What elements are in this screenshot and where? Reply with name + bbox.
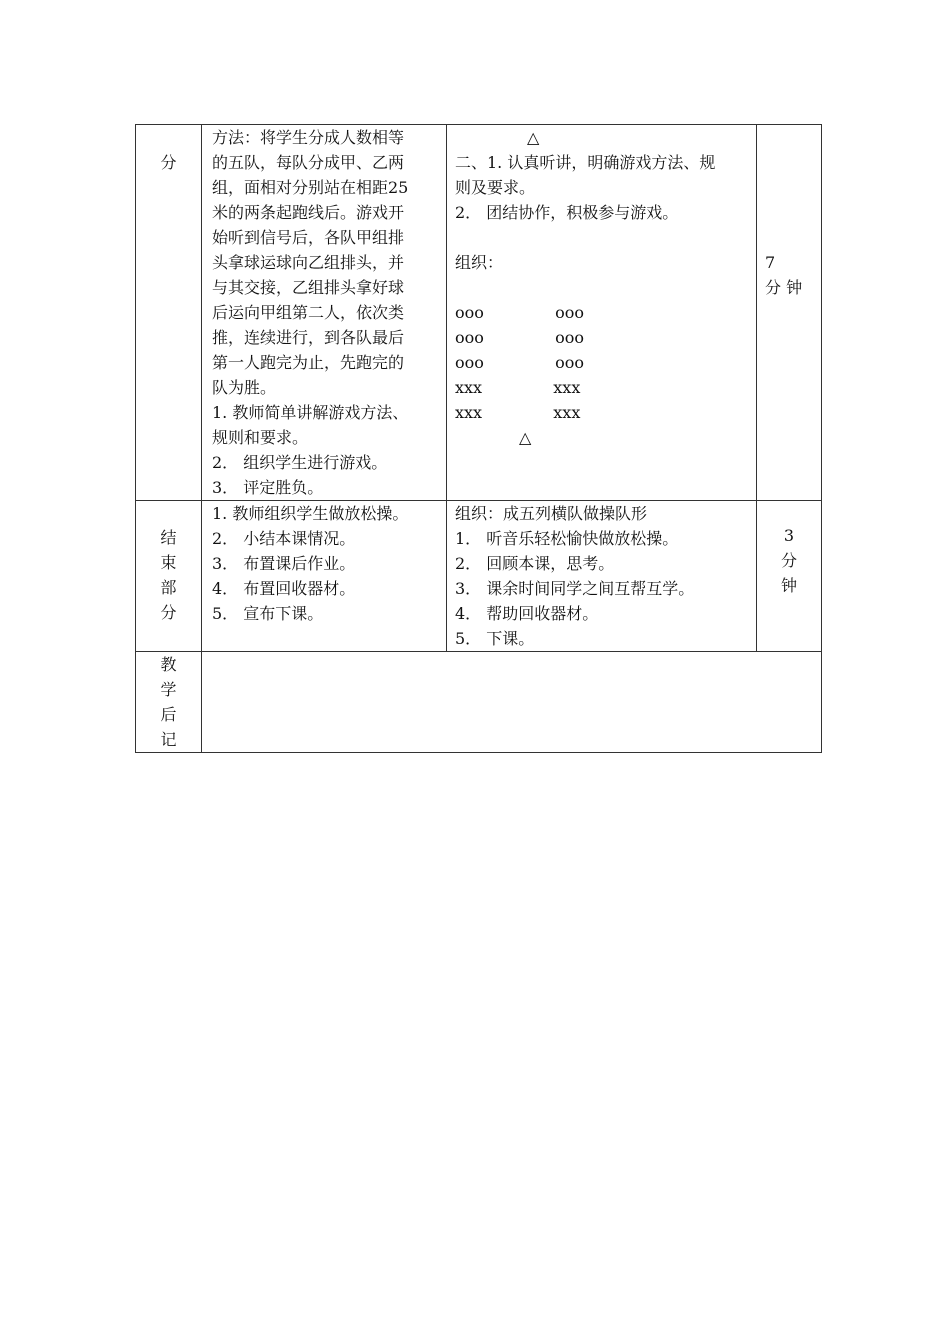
student-activity-cell xyxy=(447,125,757,501)
content-line xyxy=(455,275,750,300)
section-label-cell xyxy=(136,652,202,753)
formation-line: xxx xxx xyxy=(455,403,581,422)
section-label: 部 xyxy=(160,578,177,597)
time-line: 分 xyxy=(780,551,797,570)
content-line: 3． 布置课后作业。 xyxy=(212,554,356,573)
section-label-cell xyxy=(136,501,202,652)
section-label: 分 xyxy=(160,603,177,622)
section-label: 学 xyxy=(160,680,177,699)
time-line: 7 xyxy=(765,253,776,272)
teacher-activity-cell xyxy=(202,501,447,652)
student-activity-cell xyxy=(447,501,757,652)
content-line: 4． 布置回收器材。 xyxy=(212,579,356,598)
time-line: 分 钟 xyxy=(765,278,803,297)
content-line: 方法：将学生分成人数相等 xyxy=(212,128,405,147)
section-label: 记 xyxy=(160,730,177,749)
reflection-notes-cell[interactable] xyxy=(202,652,822,753)
content-line: 二、1. 认真听讲，明确游戏方法、规 xyxy=(455,153,716,172)
content-line: 则及要求。 xyxy=(455,178,536,197)
content-line: 5． 下课。 xyxy=(455,629,535,648)
content-line: 4． 帮助回收器材。 xyxy=(455,604,599,623)
table-row xyxy=(136,501,822,652)
content-line: 的五队，每队分成甲、乙两 xyxy=(212,153,405,172)
table-row xyxy=(136,125,822,501)
teacher-position-icon: △ xyxy=(527,128,540,147)
content-line xyxy=(455,225,750,250)
teacher-activity-cell xyxy=(202,125,447,501)
content-line: 米的两条起跑线后。游戏开 xyxy=(212,203,405,222)
content-line: 5． 宣布下课。 xyxy=(212,604,324,623)
content-line: 组织：成五列横队做操队形 xyxy=(455,504,648,523)
formation-line: ooo ooo xyxy=(455,303,584,322)
section-label: 分 xyxy=(160,153,177,172)
content-line: 组，面相对分别站在相距25 xyxy=(212,178,409,197)
time-cell xyxy=(757,501,822,652)
time-cell xyxy=(757,125,822,501)
content-line: 2． 小结本课情况。 xyxy=(212,529,356,548)
content-line: 规则和要求。 xyxy=(212,428,309,447)
section-label-cell xyxy=(136,125,202,501)
content-line: 1. 教师组织学生做放松操。 xyxy=(212,504,409,523)
content-line: 推，连续进行，到各队最后 xyxy=(212,328,405,347)
content-line: 1． 听音乐轻松愉快做放松操。 xyxy=(455,529,679,548)
content-line: 第一人跑完为止，先跑完的 xyxy=(212,353,405,372)
content-line: 始听到信号后，各队甲组排 xyxy=(212,228,405,247)
section-label: 教 xyxy=(160,655,177,674)
content-line: 队为胜。 xyxy=(212,378,277,397)
content-line: 与其交接，乙组排头拿好球 xyxy=(212,278,405,297)
content-line: 1. 教师简单讲解游戏方法、 xyxy=(212,403,409,422)
formation-line: xxx xxx xyxy=(455,378,581,397)
formation-line: ooo ooo xyxy=(455,353,584,372)
formation-line: ooo ooo xyxy=(455,328,584,347)
section-label: 结 xyxy=(160,528,177,547)
content-line: 后运向甲组第二人，依次类 xyxy=(212,303,405,322)
content-line: 2． 回顾本课，思考。 xyxy=(455,554,615,573)
table-row xyxy=(136,652,822,753)
time-line: 钟 xyxy=(780,576,797,595)
content-line: 2． 组织学生进行游戏。 xyxy=(212,453,388,472)
teacher-position-icon: △ xyxy=(519,428,532,447)
section-label: 后 xyxy=(160,705,177,724)
time-line: 3 xyxy=(783,526,795,545)
content-line: 2． 团结协作，积极参与游戏。 xyxy=(455,203,679,222)
lesson-plan-table xyxy=(135,124,822,753)
content-line: 3． 评定胜负。 xyxy=(212,478,324,497)
section-label: 束 xyxy=(160,553,177,572)
content-line: 组织： xyxy=(455,253,504,272)
content-line: 3． 课余时间同学之间互帮互学。 xyxy=(455,579,695,598)
content-line: 头拿球运球向乙组排头，并 xyxy=(212,253,405,272)
